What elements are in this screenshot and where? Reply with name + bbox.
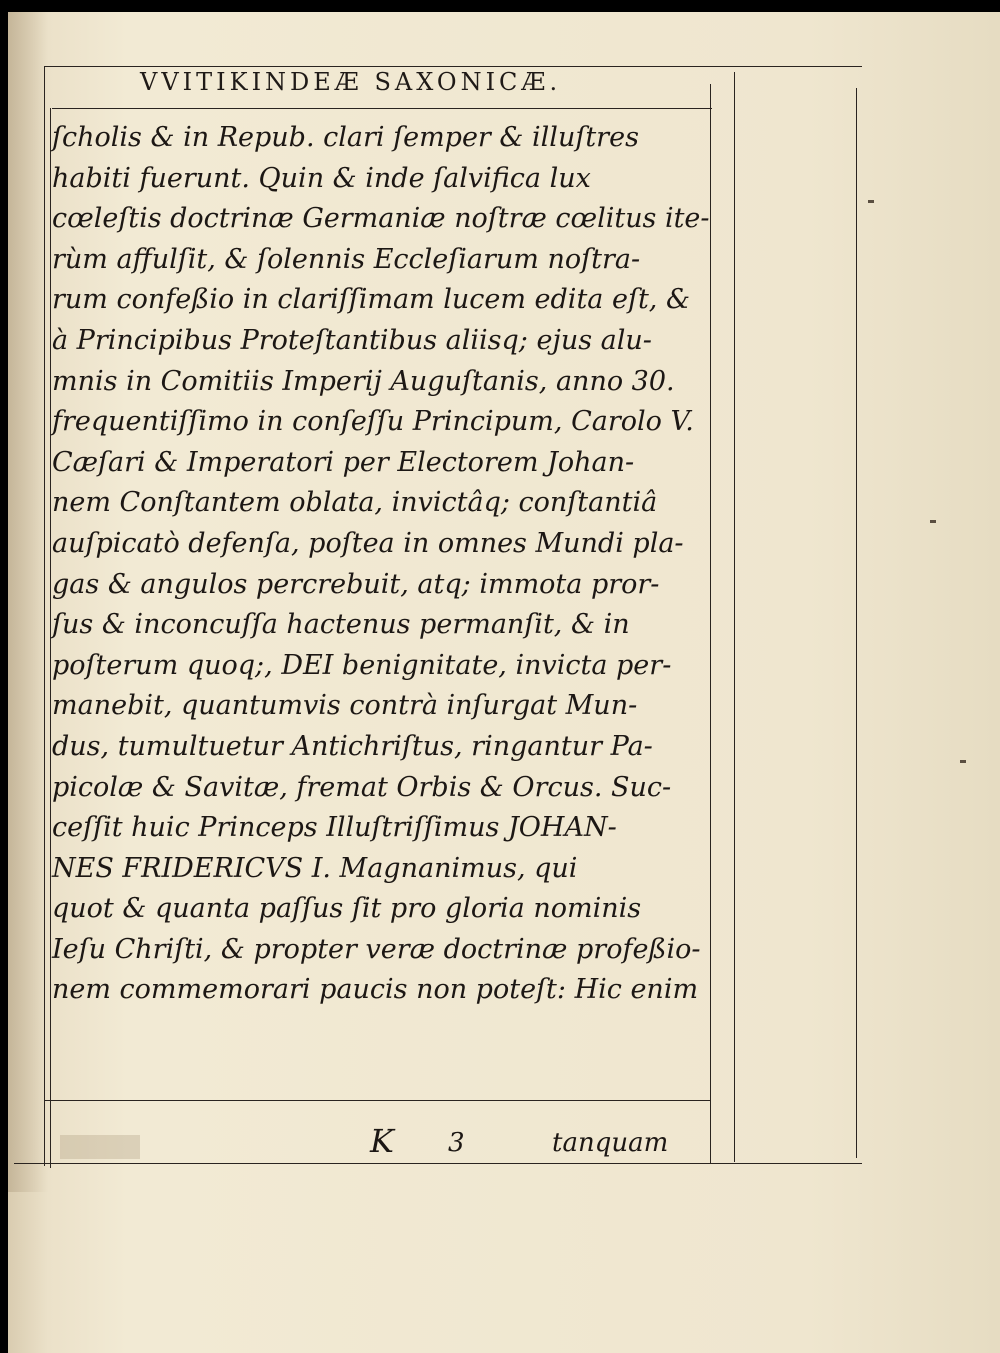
text-line: Ieſu Chriſti, & propter veræ doctrinæ profeßio- [52, 933, 701, 965]
text-line: nem commemorari paucis non poteſt: Hic enim [52, 974, 699, 1006]
text-line: dus, tumultuetur Antichriſtus, ringantur Pa- [52, 730, 653, 762]
text-line: NES FRIDERICVS I. Magnanimus, qui [52, 852, 578, 884]
bottom-frame-rule [14, 1163, 862, 1164]
outer-right-rule [734, 72, 735, 1162]
text-line: poſterum quoq;, DEI benignitate, invicta per- [52, 649, 672, 681]
margin-mark [868, 200, 874, 203]
text-line: frequentiſſimo in conſeſſu Principum, Carolo V. [52, 406, 694, 438]
text-line: rum confeßio in clariſſimam lucem edita eſt, & [52, 284, 690, 316]
signature-mark: K [370, 1122, 394, 1160]
margin-right-rule [856, 88, 857, 1158]
text-line: ſcholis & in Repub. clari ſemper & illuſtres [52, 122, 639, 153]
text-line: rùm affulſit, & ſolennis Eccleſiarum noſtra- [52, 243, 641, 275]
text-line: mnis in Comitiis Imperij Auguſtanis, anno 30. [52, 365, 675, 397]
text-line: quot & quanta paſſus ſit pro gloria nominis [52, 893, 642, 925]
text-right-rule [710, 84, 711, 1164]
text-line: Cæſari & Imperatori per Electorem Johan- [52, 446, 635, 478]
catchword: tanquam [552, 1128, 669, 1158]
text-line: habiti fuerunt. Quin & inde ſalvifica lux [52, 162, 591, 194]
running-head: VVITIKINDEÆ SAXONICÆ. [140, 68, 562, 96]
text-line: ceſſit huic Princeps Illuſtriſſimus JOHAN- [52, 812, 617, 844]
show-through-ghost [60, 1135, 140, 1159]
text-line: auſpicatò defenſa, poſtea in omnes Mundi pla- [52, 527, 684, 559]
body-text [52, 118, 710, 1011]
margin-mark [960, 760, 966, 763]
left-frame-rule [44, 66, 45, 1166]
head-rule [52, 108, 712, 109]
text-line: cœleſtis doctrinæ Germaniæ noſtræ cœlitus ite- [52, 203, 710, 235]
text-line: manebit, quantumvis contrà inſurgat Mun- [52, 690, 638, 722]
text-line: picolæ & Savitæ, fremat Orbis & Orcus. Suc- [52, 771, 672, 803]
text-line: gas & angulos percrebuit, atq; immota pror- [52, 568, 660, 600]
text-left-rule [50, 108, 51, 1168]
bottom-text-rule [44, 1100, 710, 1101]
text-line: à Principibus Proteſtantibus aliisq; ejus alu- [52, 324, 652, 356]
top-frame-rule [44, 66, 862, 67]
text-line: ſus & inconcuſſa hactenus permanſit, & in [52, 609, 630, 641]
signature-number: 3 [448, 1128, 465, 1158]
page-edge-stain [8, 12, 48, 1192]
margin-mark [930, 520, 936, 523]
text-line: nem Conſtantem oblata, invictâq; conſtantiâ [52, 487, 658, 519]
